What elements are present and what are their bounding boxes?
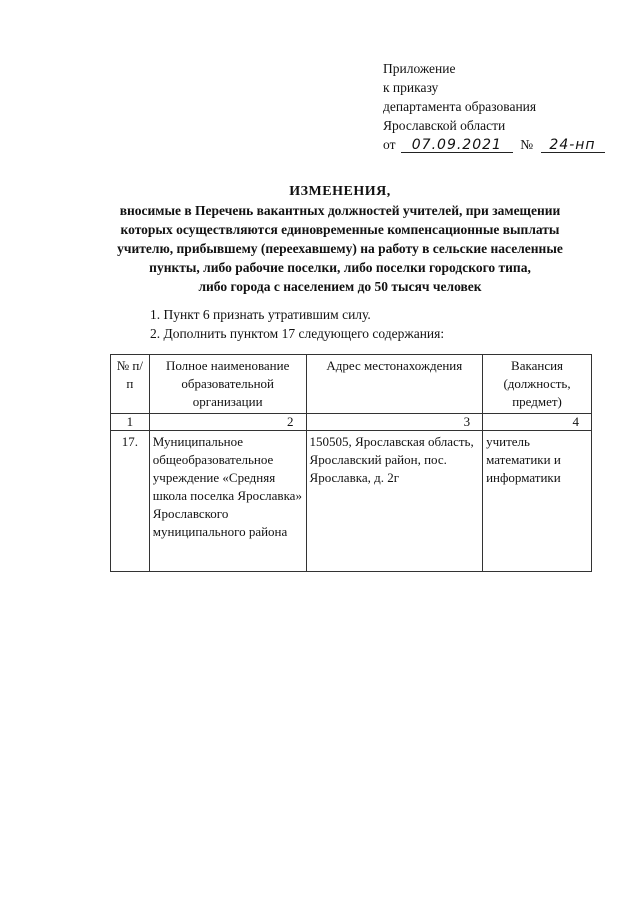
title-line-5: либо города с населением до 50 тысяч человек	[198, 279, 482, 294]
order-date: 07.09.2021	[401, 138, 513, 153]
row-vacancy: учитель математики и информатики	[483, 431, 592, 572]
title-main: ИЗМЕНЕНИЯ,	[289, 184, 391, 199]
title-line-2: которых осуществляются единовременные компенсационные выплаты	[120, 222, 560, 237]
row-organization: Муниципальное общеобразовательное учреждение «Средняя школа поселка Ярославка» Ярославского муниципального района	[149, 431, 306, 572]
column-number-2: 2	[149, 414, 306, 431]
from-label: от	[383, 137, 396, 152]
row-address: 150505, Ярославская область, Ярославский район, пос. Ярославка, д. 2г	[306, 431, 483, 572]
table-header-row	[111, 355, 592, 414]
header-organization: Полное наименование образовательной организации	[149, 355, 306, 414]
title-line-3: учителю, прибывшему (переехавшему) на работу в сельские населенные	[117, 241, 563, 256]
change-items	[150, 305, 444, 343]
header-vacancy: Вакансия (должность, предмет)	[483, 355, 592, 414]
title-line-1: вносимые в Перечень вакантных должностей учителей, при замещении	[119, 203, 561, 218]
document-title	[70, 182, 610, 296]
appendix-line-1: Приложение	[383, 61, 456, 76]
appendix-line-2: к приказу	[383, 80, 439, 95]
order-number: 24-нп	[541, 138, 605, 153]
number-label: №	[520, 137, 534, 152]
appendix-block	[383, 59, 605, 154]
appendix-line-4: Ярославской области	[383, 118, 506, 133]
appendix-line-3: департамента образования	[383, 99, 537, 114]
change-item-1: 1. Пункт 6 признать утратившим силу.	[150, 307, 371, 322]
vacancy-table	[110, 354, 592, 572]
column-number-1: 1	[111, 414, 150, 431]
column-number-4: 4	[483, 414, 592, 431]
table-row	[111, 431, 592, 572]
order-reference	[383, 135, 605, 154]
column-number-3: 3	[306, 414, 483, 431]
change-item-2: 2. Дополнить пунктом 17 следующего содержания:	[150, 326, 445, 341]
row-number: 17.	[111, 431, 150, 572]
title-line-4: пункты, либо рабочие поселки, либо поселки городского типа,	[149, 260, 531, 275]
header-address: Адрес местонахождения	[306, 355, 483, 414]
table-column-numbers-row	[111, 414, 592, 431]
header-number: № п/п	[111, 355, 150, 414]
